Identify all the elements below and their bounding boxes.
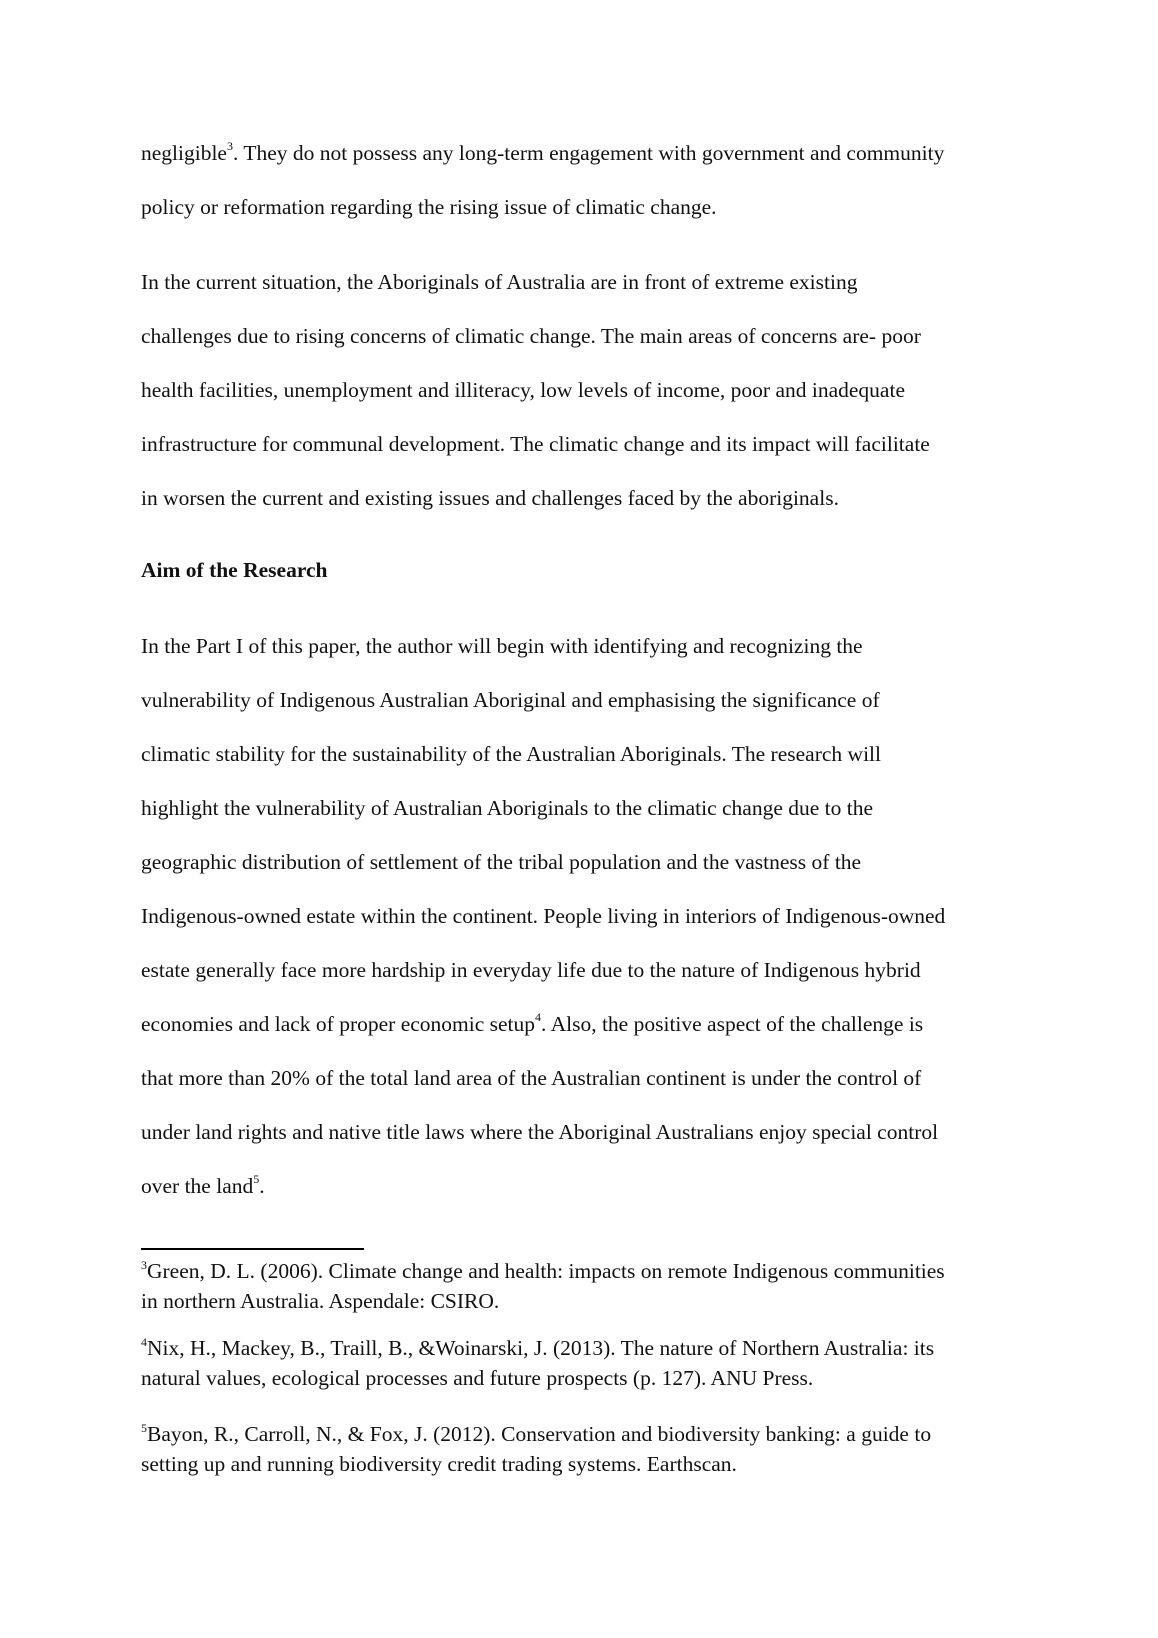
footnote-4-line-2: natural values, ecological processes and future prospects (p. 127). ANU Press. <box>141 1366 814 1390</box>
paragraph-2-line-3: health facilities, unemployment and illiteracy, low levels of income, poor and inadequate <box>141 378 905 402</box>
text-fragment: negligible <box>141 141 227 165</box>
footnote-5-line-2: setting up and running biodiversity credit trading systems. Earthscan. <box>141 1452 737 1476</box>
paragraph-1-line-1 <box>141 126 1031 180</box>
paragraph-2-line-1: In the current situation, the Aboriginals of Australia are in front of extreme existing <box>141 270 858 294</box>
text-fragment: . Also, the positive aspect of the challenge is <box>541 1012 924 1036</box>
footnote-number: 5 <box>141 1420 147 1435</box>
paragraph-3 <box>141 619 1031 1213</box>
footnote-text: Green, D. L. (2006). Climate change and health: impacts on remote Indigenous communities <box>147 1259 945 1283</box>
paragraph-3-line-10: under land rights and native title laws where the Aboriginal Australians enjoy special control <box>141 1120 939 1144</box>
paragraph-1-line-2: policy or reformation regarding the rising issue of climatic change. <box>141 195 717 219</box>
footnote-separator <box>141 1248 364 1250</box>
footnote-ref-3[interactable]: 3 <box>226 138 233 153</box>
paragraph-3-line-5: geographic distribution of settlement of the tribal population and the vastness of the <box>141 850 862 874</box>
footnote-text: Bayon, R., Carroll, N., & Fox, J. (2012). Conservation and biodiversity banking: a guide to <box>147 1422 932 1446</box>
footnote-5-line-1 <box>141 1419 1041 1449</box>
footnote-ref-5[interactable]: 5 <box>253 1171 260 1186</box>
paragraph-3-line-4: highlight the vulnerability of Australian Aboriginals to the climatic change due to the <box>141 796 874 820</box>
footnote-3 <box>141 1256 1041 1316</box>
text-fragment: . <box>259 1174 265 1198</box>
section-heading: Aim of the Research <box>141 558 328 582</box>
paragraph-3-line-1: In the Part I of this paper, the author will begin with identifying and recognizing the <box>141 634 863 658</box>
paragraph-3-line-3: climatic stability for the sustainability of the Australian Aboriginals. The research will <box>141 742 881 766</box>
footnote-5 <box>141 1419 1041 1479</box>
text-fragment: over the land <box>141 1174 254 1198</box>
paragraph-2 <box>141 255 1031 525</box>
paragraph-1 <box>141 126 1031 234</box>
footnote-4 <box>141 1333 1041 1393</box>
footnote-number: 4 <box>141 1334 147 1349</box>
footnote-ref-4[interactable]: 4 <box>535 1009 542 1024</box>
paragraph-2-line-4: infrastructure for communal development. The climatic change and its impact will facilitate <box>141 432 930 456</box>
paragraph-2-line-5: in worsen the current and existing issues and challenges faced by the aboriginals. <box>141 486 839 510</box>
text-fragment: economies and lack of proper economic setup <box>141 1012 536 1036</box>
footnote-4-line-1 <box>141 1333 1041 1363</box>
paragraph-3-line-7: estate generally face more hardship in everyday life due to the nature of Indigenous hybrid <box>141 958 921 982</box>
footnote-number: 3 <box>141 1257 147 1272</box>
footnote-3-line-1 <box>141 1256 1041 1286</box>
footnote-3-line-2: in northern Australia. Aspendale: CSIRO. <box>141 1289 500 1313</box>
paragraph-2-line-2: challenges due to rising concerns of climatic change. The main areas of concerns are- poor <box>141 324 921 348</box>
paragraph-3-line-6: Indigenous-owned estate within the continent. People living in interiors of Indigenous-owned <box>141 904 946 928</box>
footnote-text: Nix, H., Mackey, B., Traill, B., &Woinarski, J. (2013). The nature of Northern Australia: its <box>147 1336 935 1360</box>
paragraph-3-line-2: vulnerability of Indigenous Australian Aboriginal and emphasising the significance of <box>141 688 880 712</box>
text-fragment: . They do not possess any long-term engagement with government and community <box>232 141 945 165</box>
paragraph-3-line-8 <box>141 997 1031 1051</box>
paragraph-3-line-9: that more than 20% of the total land area of the Australian continent is under the control of <box>141 1066 922 1090</box>
paragraph-3-line-11 <box>141 1159 1031 1213</box>
